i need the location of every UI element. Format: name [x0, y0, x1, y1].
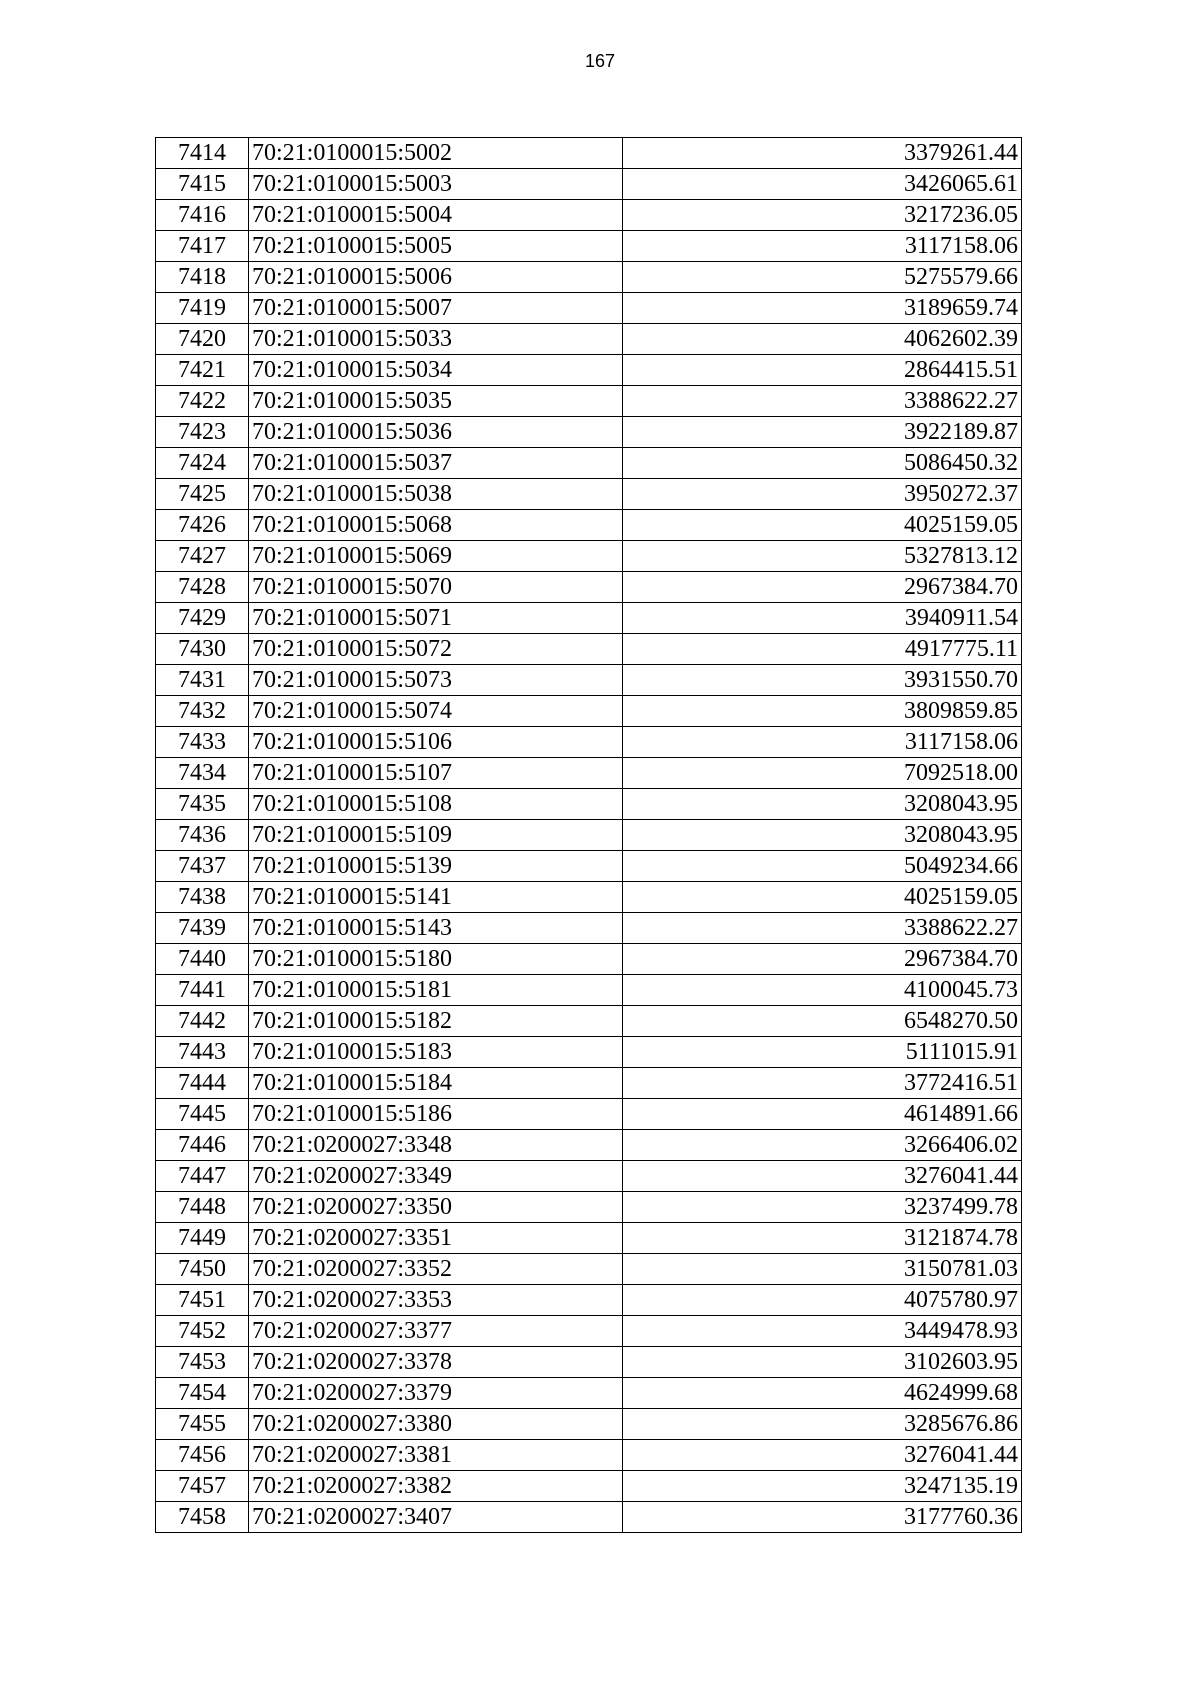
value-cell: 5275579.66 [623, 262, 1022, 293]
table-row [156, 541, 1022, 572]
row-number-cell: 7453 [156, 1347, 249, 1378]
table-row [156, 386, 1022, 417]
table-row [156, 169, 1022, 200]
table-row [156, 758, 1022, 789]
table-row [156, 696, 1022, 727]
value-cell: 3150781.03 [623, 1254, 1022, 1285]
value-cell: 3208043.95 [623, 789, 1022, 820]
cadastral-number-cell: 70:21:0200027:3377 [249, 1316, 623, 1347]
row-number-cell: 7451 [156, 1285, 249, 1316]
cadastral-number-cell: 70:21:0100015:5184 [249, 1068, 623, 1099]
row-number-cell: 7433 [156, 727, 249, 758]
cadastral-number-cell: 70:21:0100015:5143 [249, 913, 623, 944]
value-cell: 5327813.12 [623, 541, 1022, 572]
cadastral-number-cell: 70:21:0200027:3353 [249, 1285, 623, 1316]
cadastral-number-cell: 70:21:0100015:5180 [249, 944, 623, 975]
table-row [156, 1347, 1022, 1378]
value-cell: 3208043.95 [623, 820, 1022, 851]
value-cell: 3177760.36 [623, 1502, 1022, 1533]
table-row [156, 1130, 1022, 1161]
cadastral-number-cell: 70:21:0100015:5033 [249, 324, 623, 355]
cadastral-number-cell: 70:21:0100015:5109 [249, 820, 623, 851]
row-number-cell: 7442 [156, 1006, 249, 1037]
row-number-cell: 7438 [156, 882, 249, 913]
row-number-cell: 7454 [156, 1378, 249, 1409]
value-cell: 3247135.19 [623, 1471, 1022, 1502]
cadastral-number-cell: 70:21:0100015:5141 [249, 882, 623, 913]
page-number: 167 [584, 51, 616, 71]
table-row [156, 1099, 1022, 1130]
cadastral-number-cell: 70:21:0100015:5007 [249, 293, 623, 324]
value-cell: 5049234.66 [623, 851, 1022, 882]
cadastral-number-cell: 70:21:0100015:5070 [249, 572, 623, 603]
cadastral-number-cell: 70:21:0100015:5186 [249, 1099, 623, 1130]
value-cell: 6548270.50 [623, 1006, 1022, 1037]
cadastral-number-cell: 70:21:0200027:3380 [249, 1409, 623, 1440]
value-cell: 2967384.70 [623, 572, 1022, 603]
row-number-cell: 7448 [156, 1192, 249, 1223]
row-number-cell: 7422 [156, 386, 249, 417]
table-row [156, 479, 1022, 510]
table-row [156, 293, 1022, 324]
table-row [156, 1440, 1022, 1471]
cadastral-number-cell: 70:21:0100015:5139 [249, 851, 623, 882]
cadastral-number-cell: 70:21:0200027:3407 [249, 1502, 623, 1533]
cadastral-number-cell: 70:21:0200027:3379 [249, 1378, 623, 1409]
row-number-cell: 7421 [156, 355, 249, 386]
table-row [156, 603, 1022, 634]
table-row [156, 913, 1022, 944]
table-row [156, 1254, 1022, 1285]
cadastral-number-cell: 70:21:0200027:3351 [249, 1223, 623, 1254]
value-cell: 3922189.87 [623, 417, 1022, 448]
row-number-cell: 7436 [156, 820, 249, 851]
value-cell: 3121874.78 [623, 1223, 1022, 1254]
table-row [156, 1409, 1022, 1440]
cadastral-number-cell: 70:21:0100015:5073 [249, 665, 623, 696]
value-cell: 4025159.05 [623, 510, 1022, 541]
value-cell: 3950272.37 [623, 479, 1022, 510]
value-cell: 4075780.97 [623, 1285, 1022, 1316]
cadastral-number-cell: 70:21:0200027:3381 [249, 1440, 623, 1471]
value-cell: 4062602.39 [623, 324, 1022, 355]
row-number-cell: 7437 [156, 851, 249, 882]
row-number-cell: 7435 [156, 789, 249, 820]
value-cell: 3276041.44 [623, 1440, 1022, 1471]
value-cell: 5086450.32 [623, 448, 1022, 479]
row-number-cell: 7445 [156, 1099, 249, 1130]
cadastral-number-cell: 70:21:0200027:3352 [249, 1254, 623, 1285]
table-row [156, 975, 1022, 1006]
value-cell: 3237499.78 [623, 1192, 1022, 1223]
row-number-cell: 7456 [156, 1440, 249, 1471]
row-number-cell: 7434 [156, 758, 249, 789]
table-row [156, 262, 1022, 293]
row-number-cell: 7440 [156, 944, 249, 975]
value-cell: 7092518.00 [623, 758, 1022, 789]
cadastral-number-cell: 70:21:0100015:5036 [249, 417, 623, 448]
value-cell: 3285676.86 [623, 1409, 1022, 1440]
row-number-cell: 7417 [156, 231, 249, 262]
value-cell: 2864415.51 [623, 355, 1022, 386]
table-row [156, 1502, 1022, 1533]
table-row [156, 324, 1022, 355]
row-number-cell: 7424 [156, 448, 249, 479]
cadastral-number-cell: 70:21:0100015:5005 [249, 231, 623, 262]
value-cell: 3117158.06 [623, 727, 1022, 758]
table-row [156, 1161, 1022, 1192]
value-cell: 3449478.93 [623, 1316, 1022, 1347]
value-cell: 4624999.68 [623, 1378, 1022, 1409]
table-row [156, 355, 1022, 386]
row-number-cell: 7430 [156, 634, 249, 665]
cadastral-number-cell: 70:21:0100015:5002 [249, 138, 623, 169]
cadastral-number-cell: 70:21:0200027:3348 [249, 1130, 623, 1161]
value-cell: 3276041.44 [623, 1161, 1022, 1192]
cadastral-number-cell: 70:21:0200027:3382 [249, 1471, 623, 1502]
table-row [156, 1471, 1022, 1502]
row-number-cell: 7429 [156, 603, 249, 634]
row-number-cell: 7457 [156, 1471, 249, 1502]
cadastral-number-cell: 70:21:0100015:5072 [249, 634, 623, 665]
row-number-cell: 7455 [156, 1409, 249, 1440]
table-row [156, 820, 1022, 851]
table-row [156, 1285, 1022, 1316]
value-cell: 4100045.73 [623, 975, 1022, 1006]
table-row [156, 417, 1022, 448]
cadastral-number-cell: 70:21:0100015:5035 [249, 386, 623, 417]
cadastral-number-cell: 70:21:0100015:5181 [249, 975, 623, 1006]
row-number-cell: 7416 [156, 200, 249, 231]
table-row [156, 1223, 1022, 1254]
value-cell: 3388622.27 [623, 386, 1022, 417]
row-number-cell: 7452 [156, 1316, 249, 1347]
value-cell: 3189659.74 [623, 293, 1022, 324]
value-cell: 2967384.70 [623, 944, 1022, 975]
table-row [156, 448, 1022, 479]
row-number-cell: 7420 [156, 324, 249, 355]
row-number-cell: 7447 [156, 1161, 249, 1192]
cadastral-number-cell: 70:21:0100015:5074 [249, 696, 623, 727]
row-number-cell: 7419 [156, 293, 249, 324]
table-row [156, 200, 1022, 231]
cadastral-number-cell: 70:21:0200027:3350 [249, 1192, 623, 1223]
row-number-cell: 7439 [156, 913, 249, 944]
cadastral-number-cell: 70:21:0100015:5069 [249, 541, 623, 572]
row-number-cell: 7423 [156, 417, 249, 448]
row-number-cell: 7449 [156, 1223, 249, 1254]
cadastral-number-cell: 70:21:0100015:5108 [249, 789, 623, 820]
value-cell: 3379261.44 [623, 138, 1022, 169]
row-number-cell: 7431 [156, 665, 249, 696]
cadastral-number-cell: 70:21:0100015:5106 [249, 727, 623, 758]
table-row [156, 944, 1022, 975]
cadastral-number-cell: 70:21:0100015:5183 [249, 1037, 623, 1068]
table-row [156, 572, 1022, 603]
table-row [156, 882, 1022, 913]
value-cell: 3266406.02 [623, 1130, 1022, 1161]
value-cell: 4025159.05 [623, 882, 1022, 913]
value-cell: 3117158.06 [623, 231, 1022, 262]
cadastral-number-cell: 70:21:0100015:5037 [249, 448, 623, 479]
value-cell: 4614891.66 [623, 1099, 1022, 1130]
row-number-cell: 7432 [156, 696, 249, 727]
table-body [156, 138, 1022, 1533]
table-row [156, 789, 1022, 820]
table-row [156, 634, 1022, 665]
value-cell: 3931550.70 [623, 665, 1022, 696]
row-number-cell: 7425 [156, 479, 249, 510]
table-row [156, 1378, 1022, 1409]
cadastral-number-cell: 70:21:0100015:5038 [249, 479, 623, 510]
table-row [156, 138, 1022, 169]
value-cell: 3772416.51 [623, 1068, 1022, 1099]
table-row [156, 1192, 1022, 1223]
table-row [156, 727, 1022, 758]
table-row [156, 665, 1022, 696]
value-cell: 3940911.54 [623, 603, 1022, 634]
row-number-cell: 7428 [156, 572, 249, 603]
cadastral-number-cell: 70:21:0100015:5004 [249, 200, 623, 231]
row-number-cell: 7441 [156, 975, 249, 1006]
table-row [156, 1068, 1022, 1099]
row-number-cell: 7444 [156, 1068, 249, 1099]
cadastral-value-table [155, 137, 1022, 1533]
row-number-cell: 7415 [156, 169, 249, 200]
cadastral-number-cell: 70:21:0100015:5071 [249, 603, 623, 634]
cadastral-number-cell: 70:21:0200027:3349 [249, 1161, 623, 1192]
cadastral-number-cell: 70:21:0100015:5182 [249, 1006, 623, 1037]
row-number-cell: 7418 [156, 262, 249, 293]
cadastral-number-cell: 70:21:0100015:5006 [249, 262, 623, 293]
value-cell: 4917775.11 [623, 634, 1022, 665]
value-cell: 3388622.27 [623, 913, 1022, 944]
cadastral-number-cell: 70:21:0200027:3378 [249, 1347, 623, 1378]
table-row [156, 1316, 1022, 1347]
value-cell: 3809859.85 [623, 696, 1022, 727]
row-number-cell: 7443 [156, 1037, 249, 1068]
value-cell: 5111015.91 [623, 1037, 1022, 1068]
cadastral-number-cell: 70:21:0100015:5034 [249, 355, 623, 386]
cadastral-number-cell: 70:21:0100015:5068 [249, 510, 623, 541]
row-number-cell: 7446 [156, 1130, 249, 1161]
value-cell: 3102603.95 [623, 1347, 1022, 1378]
table-row [156, 851, 1022, 882]
row-number-cell: 7450 [156, 1254, 249, 1285]
value-cell: 3217236.05 [623, 200, 1022, 231]
table-row [156, 510, 1022, 541]
table-row [156, 1037, 1022, 1068]
table-row [156, 231, 1022, 262]
value-cell: 3426065.61 [623, 169, 1022, 200]
row-number-cell: 7414 [156, 138, 249, 169]
cadastral-number-cell: 70:21:0100015:5107 [249, 758, 623, 789]
table-row [156, 1006, 1022, 1037]
row-number-cell: 7427 [156, 541, 249, 572]
cadastral-number-cell: 70:21:0100015:5003 [249, 169, 623, 200]
row-number-cell: 7426 [156, 510, 249, 541]
row-number-cell: 7458 [156, 1502, 249, 1533]
